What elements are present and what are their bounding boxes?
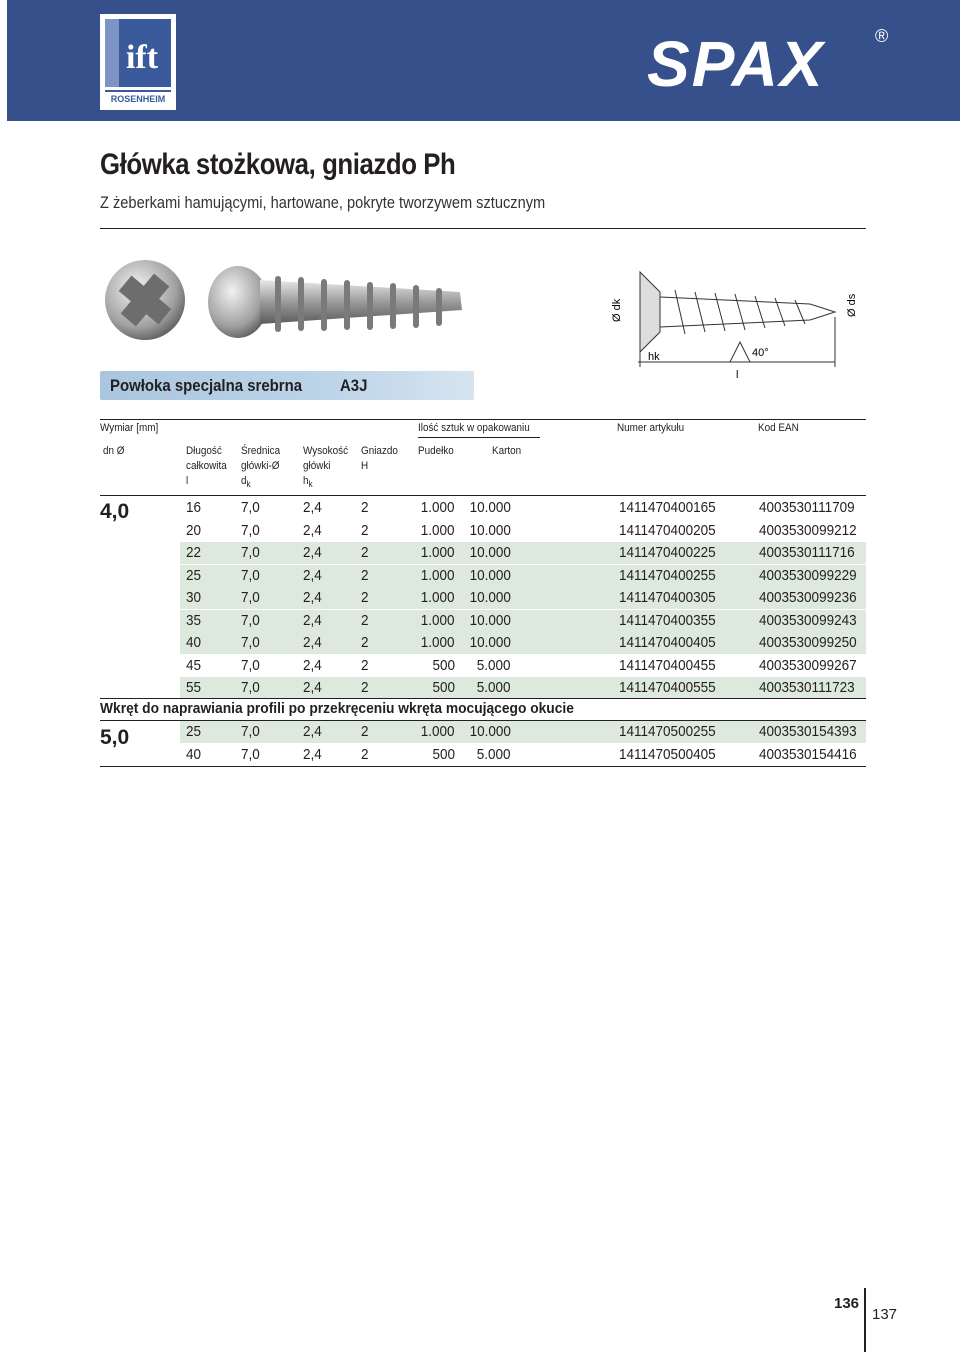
header-length-1: Długość [186,445,222,457]
cell-l: 20 [186,521,202,539]
cell-l: 45 [186,656,202,674]
cell-art: 1411470400355 [619,611,716,629]
cell-l: 22 [186,544,202,561]
header-carton: Karton [492,445,522,457]
header-length-2: całkowita [186,460,227,472]
cell-carton: 10.000 [469,589,511,606]
table-row [180,721,866,743]
coating-label: Powłoka specjalna srebrna [110,376,303,395]
cell-hk: 2,4 [303,521,322,539]
title-divider [100,228,866,229]
header-diameter-1: Średnica [241,445,281,457]
page-number-right: 137 [872,1306,898,1323]
cell-dk: 7,0 [241,656,260,674]
cell-l: 35 [186,611,202,629]
table-row [180,497,866,519]
page-number-left: 136 [834,1295,860,1312]
cell-h: 2 [361,566,369,584]
header-height-2: główki [303,460,331,472]
header-diameter-3 [241,475,251,489]
header-height-sub: k [308,479,313,490]
cell-carton: 5.000 [477,745,511,763]
cell-dk: 7,0 [241,611,260,629]
drawing-label-angle: 40° [752,347,769,359]
table-row [180,565,866,587]
cell-box: 1.000 [421,521,455,539]
cell-l: 55 [186,679,202,696]
table-row [180,677,866,699]
spax-logo [645,20,901,102]
cell-art: 1411470400405 [619,634,716,651]
cell-h: 2 [361,679,369,696]
cell-box: 500 [432,656,455,674]
cell-carton: 10.000 [469,499,511,516]
cell-h: 2 [361,611,369,629]
cell-hk: 2,4 [303,634,322,651]
table-row [180,520,866,542]
ift-rosenheim-logo [100,14,176,110]
cell-h: 2 [361,656,369,674]
cell-hk: 2,4 [303,611,322,629]
cell-ean: 4003530111716 [759,544,855,561]
cell-art: 1411470500405 [619,745,716,763]
cell-h: 2 [361,499,369,516]
header-diameter-2: główki-Ø [241,460,280,472]
cell-box: 500 [432,679,455,696]
section-divider [100,698,866,699]
header-height-3 [303,475,313,489]
table-top-rule [100,419,866,420]
cell-carton: 10.000 [469,566,511,584]
cell-dk: 7,0 [241,544,260,561]
cell-art: 1411470400225 [619,544,716,561]
cell-dk: 7,0 [241,745,260,763]
group-dimension-label: Wymiar [mm] [100,422,159,434]
cell-carton: 10.000 [469,544,511,561]
cell-hk: 2,4 [303,589,322,606]
cell-carton: 5.000 [477,679,511,696]
cell-ean: 4003530099250 [759,634,857,651]
header-box: Pudełko [418,445,454,457]
cell-carton: 10.000 [469,521,511,539]
cell-h: 2 [361,745,369,763]
cell-dk: 7,0 [241,723,260,740]
size-label-5-0: 5,0 [100,726,130,749]
cell-carton: 10.000 [469,611,511,629]
quantity-underline [418,437,540,438]
table-row [180,542,866,564]
cell-art: 1411470500255 [619,723,716,740]
cell-box: 1.000 [421,634,455,651]
spax-logo-text: SPAX [647,28,825,100]
header-diameter-symbol: d [241,475,247,487]
section-title: Wkręt do naprawiania profili po przekręceniu wkręta mocującego okucie [100,700,574,717]
table-row [180,744,866,766]
cell-dk: 7,0 [241,521,260,539]
cell-l: 16 [186,499,202,516]
coating-code: A3J [340,376,368,395]
cell-ean: 4003530111709 [759,499,855,516]
cell-h: 2 [361,521,369,539]
ift-logo-city: ROSENHEIM [110,94,166,104]
cell-l: 30 [186,589,202,606]
header-diameter-sub: k [246,479,251,490]
ift-logo-text: ift [125,39,159,76]
page-subtitle: Z żeberkami hamującymi, hartowane, pokryte tworzywem sztucznym [100,193,546,212]
cell-dk: 7,0 [241,499,260,516]
cell-h: 2 [361,634,369,651]
cell-dk: 7,0 [241,589,260,606]
cell-hk: 2,4 [303,499,322,516]
header-bottom-rule [100,495,866,496]
cell-ean: 4003530154416 [759,745,857,763]
page-number-divider [864,1288,866,1352]
cell-hk: 2,4 [303,656,322,674]
cell-box: 1.000 [421,723,455,740]
table-row [180,610,866,632]
cell-carton: 10.000 [469,634,511,651]
cell-art: 1411470400305 [619,589,716,606]
header-band [7,0,960,121]
cell-ean: 4003530099229 [759,566,857,584]
cell-box: 500 [432,745,455,763]
cell-carton: 5.000 [477,656,511,674]
cell-hk: 2,4 [303,679,322,696]
drawing-label-dk: Ø dk [611,298,623,322]
page-title: Główka stożkowa, gniazdo Ph [100,148,456,181]
table-row [180,632,866,654]
screw-photo [100,252,480,362]
cell-hk: 2,4 [303,745,322,763]
header-drive-1: Gniazdo [361,445,398,457]
table-row [180,655,866,677]
table-bottom-rule [100,766,866,767]
cell-ean: 4003530099212 [759,521,857,539]
cell-box: 1.000 [421,589,455,606]
group-ean-label: Kod EAN [758,422,799,434]
cell-box: 1.000 [421,544,455,561]
cell-l: 25 [186,566,202,584]
cell-l: 25 [186,723,202,740]
drawing-label-l: l [736,369,739,381]
coating-band [100,371,474,400]
cell-art: 1411470400205 [619,521,716,539]
cell-ean: 4003530099267 [759,656,857,674]
cell-art: 1411470400165 [619,499,716,516]
group-article-label: Numer artykułu [617,422,685,434]
cell-hk: 2,4 [303,723,322,740]
cell-h: 2 [361,589,369,606]
group-quantity-label: Ilość sztuk w opakowaniu [418,422,530,434]
spax-registered-mark: ® [875,26,889,46]
cell-dk: 7,0 [241,566,260,584]
cell-ean: 4003530099236 [759,589,857,606]
cell-h: 2 [361,723,369,740]
cell-ean: 4003530111723 [759,679,855,696]
cell-l: 40 [186,745,202,763]
header-dn: dn Ø [103,445,125,457]
table-row [180,587,866,609]
size-label-4-0: 4,0 [100,500,130,523]
cell-art: 1411470400455 [619,656,716,674]
header-length-3: l [186,475,189,487]
technical-drawing [590,262,870,382]
cell-hk: 2,4 [303,566,322,584]
drawing-label-hk: hk [648,351,660,363]
cell-art: 1411470400255 [619,566,716,584]
cell-hk: 2,4 [303,544,322,561]
cell-dk: 7,0 [241,679,260,696]
cell-ean: 4003530154393 [759,723,857,740]
cell-box: 1.000 [421,566,455,584]
cell-box: 1.000 [421,611,455,629]
cell-art: 1411470400555 [619,679,716,696]
header-height-1: Wysokość [303,445,349,457]
drawing-label-ds: Ø ds [846,293,858,317]
cell-h: 2 [361,544,369,561]
cell-carton: 10.000 [469,723,511,740]
cell-ean: 4003530099243 [759,611,857,629]
cell-dk: 7,0 [241,634,260,651]
cell-l: 40 [186,634,202,651]
header-height-symbol: h [303,475,309,487]
cell-box: 1.000 [421,499,455,516]
header-drive-2: H [361,460,369,472]
